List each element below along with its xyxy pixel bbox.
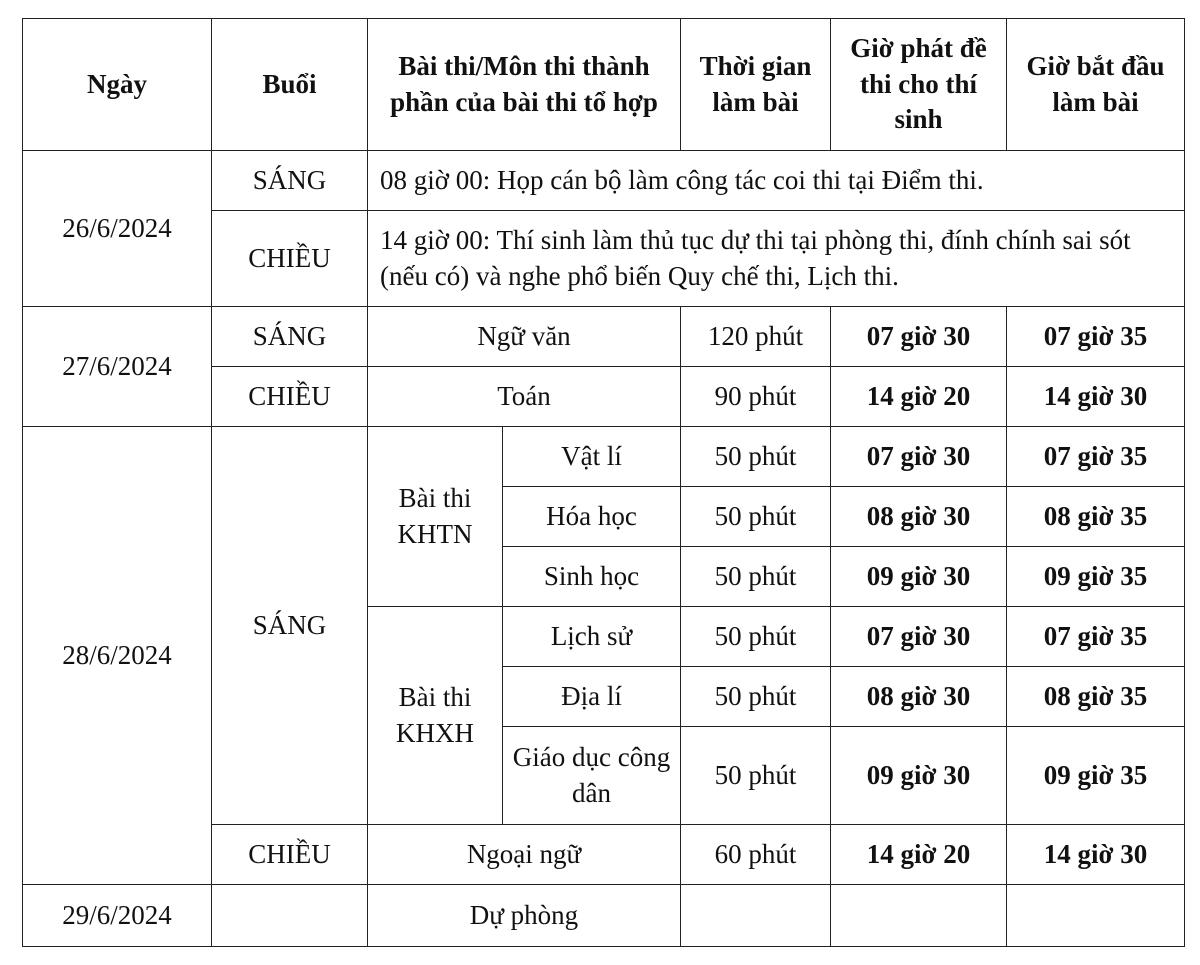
duration-cell: 90 phút [681, 367, 831, 427]
start-time-cell: 14 giờ 30 [1007, 367, 1185, 427]
exam-schedule-table [22, 18, 1185, 947]
duration-cell: 50 phút [681, 607, 831, 667]
release-time-cell: 08 giờ 30 [831, 667, 1007, 727]
release-time-cell: 07 giờ 30 [831, 607, 1007, 667]
date-cell: 27/6/2024 [23, 307, 212, 427]
subject-cell: Vật lí [503, 427, 681, 487]
start-time-cell: 07 giờ 35 [1007, 307, 1185, 367]
duration-cell: 50 phút [681, 727, 831, 825]
session-cell: SÁNG [212, 427, 368, 825]
release-time-cell: 08 giờ 30 [831, 487, 1007, 547]
duration-cell [681, 885, 831, 947]
start-time-cell: 08 giờ 35 [1007, 667, 1185, 727]
session-cell [212, 885, 368, 947]
header-duration: Thời gian làm bài [681, 19, 831, 151]
start-time-cell: 14 giờ 30 [1007, 825, 1185, 885]
subject-cell: Ngữ văn [368, 307, 681, 367]
duration-cell: 50 phút [681, 547, 831, 607]
session-cell: SÁNG [212, 151, 368, 211]
release-time-cell: 07 giờ 30 [831, 427, 1007, 487]
header-exam-release: Giờ phát đề thi cho thí sinh [831, 19, 1007, 151]
session-cell: SÁNG [212, 307, 368, 367]
table-row [23, 427, 1185, 487]
group-cell-khxh: Bài thi KHXH [368, 607, 503, 825]
release-time-cell [831, 885, 1007, 947]
header-day: Ngày [23, 19, 212, 151]
header-start-time: Giờ bắt đầu làm bài [1007, 19, 1185, 151]
session-cell: CHIỀU [212, 211, 368, 307]
header-subject: Bài thi/Môn thi thành phần của bài thi tổ hợp [368, 19, 681, 151]
subject-cell: Ngoại ngữ [368, 825, 681, 885]
exam-schedule-sheet [22, 18, 1185, 947]
subject-cell: Lịch sử [503, 607, 681, 667]
header-row [23, 19, 1185, 151]
subject-cell: Địa lí [503, 667, 681, 727]
session-cell: CHIỀU [212, 825, 368, 885]
duration-cell: 60 phút [681, 825, 831, 885]
duration-cell: 50 phút [681, 667, 831, 727]
session-cell: CHIỀU [212, 367, 368, 427]
start-time-cell: 09 giờ 35 [1007, 547, 1185, 607]
release-time-cell: 07 giờ 30 [831, 307, 1007, 367]
start-time-cell: 08 giờ 35 [1007, 487, 1185, 547]
header-session: Buổi [212, 19, 368, 151]
start-time-cell: 07 giờ 35 [1007, 607, 1185, 667]
release-time-cell: 14 giờ 20 [831, 367, 1007, 427]
start-time-cell: 09 giờ 35 [1007, 727, 1185, 825]
subject-cell: Dự phòng [368, 885, 681, 947]
start-time-cell [1007, 885, 1185, 947]
release-time-cell: 14 giờ 20 [831, 825, 1007, 885]
start-time-cell: 07 giờ 35 [1007, 427, 1185, 487]
note-cell: 08 giờ 00: Họp cán bộ làm công tác coi thi tại Điểm thi. [368, 151, 1185, 211]
table-row [23, 885, 1185, 947]
group-cell-khtn: Bài thi KHTN [368, 427, 503, 607]
table-row [23, 151, 1185, 211]
table-row [23, 307, 1185, 367]
date-cell: 29/6/2024 [23, 885, 212, 947]
note-cell: 14 giờ 00: Thí sinh làm thủ tục dự thi tại phòng thi, đính chính sai sót (nếu có) và nghe phổ biến Quy chế thi, Lịch thi. [368, 211, 1185, 307]
subject-cell: Hóa học [503, 487, 681, 547]
date-cell: 26/6/2024 [23, 151, 212, 307]
subject-cell: Giáo dục công dân [503, 727, 681, 825]
duration-cell: 50 phút [681, 427, 831, 487]
duration-cell: 50 phút [681, 487, 831, 547]
release-time-cell: 09 giờ 30 [831, 727, 1007, 825]
duration-cell: 120 phút [681, 307, 831, 367]
subject-cell: Sinh học [503, 547, 681, 607]
release-time-cell: 09 giờ 30 [831, 547, 1007, 607]
subject-cell: Toán [368, 367, 681, 427]
date-cell: 28/6/2024 [23, 427, 212, 885]
